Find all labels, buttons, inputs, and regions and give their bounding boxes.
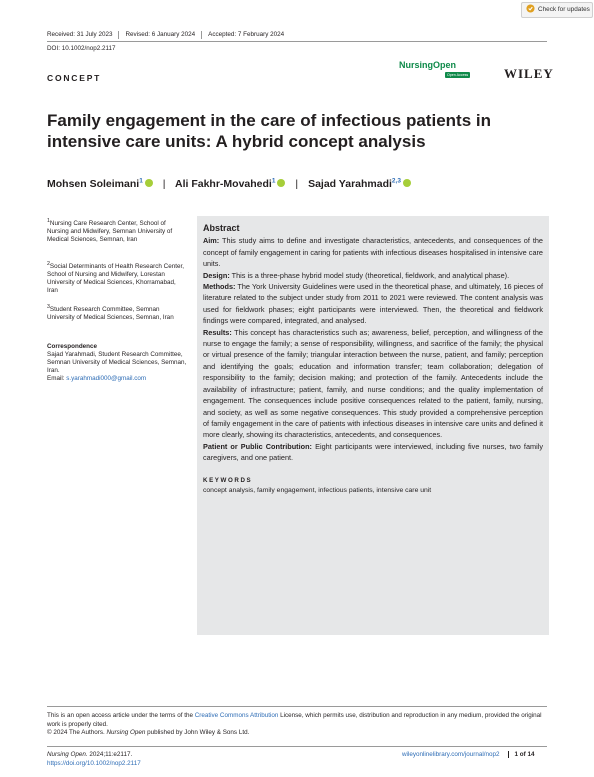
- keywords: concept analysis, family engagement, infectious patients, intensive care unit: [203, 486, 432, 494]
- affiliation-2: $^2$Social Determinants of Health Research Center, School of Nursing and Midwifery, Lorestan University of Medical Sciences, Khorramabad, Iran: [47, 261, 184, 295]
- author[interactable]: Ali Fakhr-Movahedi$^1$: [175, 178, 285, 190]
- open-access-badge: Open Access: [447, 73, 469, 77]
- abstract-aim: Aim: This study aims to define and investigate characteristics, antecedents, and consequences of the concept of family engagement in caring for patients with infectious diseases hospitalised in intensive care units.: [203, 236, 543, 269]
- abstract-design: Design: This is a three-phase hybrid model study (theoretical, fieldwork, and analytical phase).: [203, 270, 510, 280]
- affiliation-3: $^3$Student Research Committee, Semnan University of Medical Sciences, Semnan, Iran: [47, 304, 174, 322]
- doi: DOI: 10.1002/nop2.2117: [47, 45, 116, 52]
- author[interactable]: Sajad Yarahmadi$^{2,3}$: [308, 178, 411, 190]
- cc-license-link[interactable]: Creative Commons Attribution: [194, 712, 279, 719]
- orcid-icon[interactable]: [277, 179, 285, 187]
- check-for-updates-button[interactable]: [521, 2, 593, 18]
- license-divider: [47, 706, 547, 707]
- email-link[interactable]: s.yarahmadi000@gmail.com: [66, 375, 147, 382]
- abstract-box: [197, 216, 549, 635]
- received-date: Received: 31 July 2023: [47, 31, 113, 38]
- header-divider: [47, 41, 547, 42]
- check-for-updates-label: Check for updates: [538, 6, 590, 13]
- orcid-icon[interactable]: [145, 179, 153, 187]
- abstract-results: Results: This concept has characteristics such as; awareness, belief, perception, and willingness of the nurse to engage the family; a sense of responsibility, willingness, and sacrifice of the family; the physical or virtual presence of the family; triangular interaction between the nurse, patient, and family; perception and identifying the goals; education and information transfer; team collaboration; delegation of responsibility to the family; decision making; and protection of the family. Antecedents include the availability of infrastructure; patient, family, and nurse conditions; and the quality implementation of engagement. The consequences include positive consequences related to the patient, family, nursing, and society, as well as some negative consequences. This study provided a comprehensive perception of family engagement in the care of patients with infectious diseases in intensive care units and defined it more clearly, showing its characteristics, antecedents, and consequences.: [203, 327, 543, 440]
- abstract-heading: Abstract: [203, 223, 240, 233]
- correspondence-heading: Correspondence: [47, 343, 98, 350]
- journal-url-link[interactable]: wileyonlinelibrary.com/journal/nop2: [402, 751, 500, 758]
- correspondence: Correspondence Sajad Yarahmadi, Student Research Committee, Semnan University of Medical Sciences, Semnan, Iran. Email: s.yarahmadi000@gmail.com: [47, 343, 187, 382]
- abstract-methods: Methods: The York University Guidelines were used in the theoretical phase, and ultimately, 16 pieces of literature related to the subject under study from 2011 to 2021 were reviewed. The content analysis was used for fieldwork phases; eight participants were interviewed. Then, the theoretical and fieldwork findings were compared, integrated, and analysed.: [203, 282, 543, 326]
- footer-right: [402, 751, 535, 758]
- journal-logo: NursingOpen: [399, 60, 457, 70]
- author[interactable]: Mohsen Soleimani$^1$: [47, 178, 153, 190]
- affiliation-1: $^1$Nursing Care Research Center, School of Nursing and Midwifery, Semnan University of Medical Sciences, Semnan, Iran: [47, 218, 173, 244]
- license-text: This is an open access article under the terms of the Creative Commons Attribution License, which permits use, distribution and reproduction in any medium, provided the original work is properly cited. © 2024 The Authors. Nursing Open published by John Wiley & Sons Ltd.: [47, 712, 542, 736]
- page-number: 1 of 14: [508, 751, 535, 758]
- publisher-logo: WILEY: [504, 66, 554, 81]
- footer-divider: [47, 746, 547, 747]
- abstract-contribution: Patient or Public Contribution: Eight participants were interviewed, including five nurses, two family caregivers, and one patient.: [203, 441, 543, 463]
- accepted-date: Accepted: 7 February 2024: [201, 31, 290, 39]
- article-history: [47, 31, 290, 39]
- article-title: Family engagement in the care of infectious patients in intensive care units: A hybrid concept analysis: [47, 111, 491, 151]
- keywords-heading: KEYWORDS: [203, 476, 253, 484]
- correspondence-text: Sajad Yarahmadi, Student Research Committee, Semnan University of Medical Sciences, Semnan, Iran.: [47, 351, 187, 374]
- revised-date: Revised: 6 January 2024: [118, 31, 201, 39]
- author-list: Mohsen Soleimani$^1$ | Ali Fakhr-Movahedi$^1$ | Sajad Yarahmadi$^{2,3}$: [47, 177, 411, 190]
- check-updates-icon: [526, 4, 535, 13]
- section-label: CONCEPT: [47, 73, 102, 83]
- citation: Nursing Open. 2024;11:e2117. https://doi.org/10.1002/nop2.2117: [47, 751, 141, 767]
- doi-link[interactable]: https://doi.org/10.1002/nop2.2117: [47, 759, 141, 767]
- orcid-icon[interactable]: [403, 179, 411, 187]
